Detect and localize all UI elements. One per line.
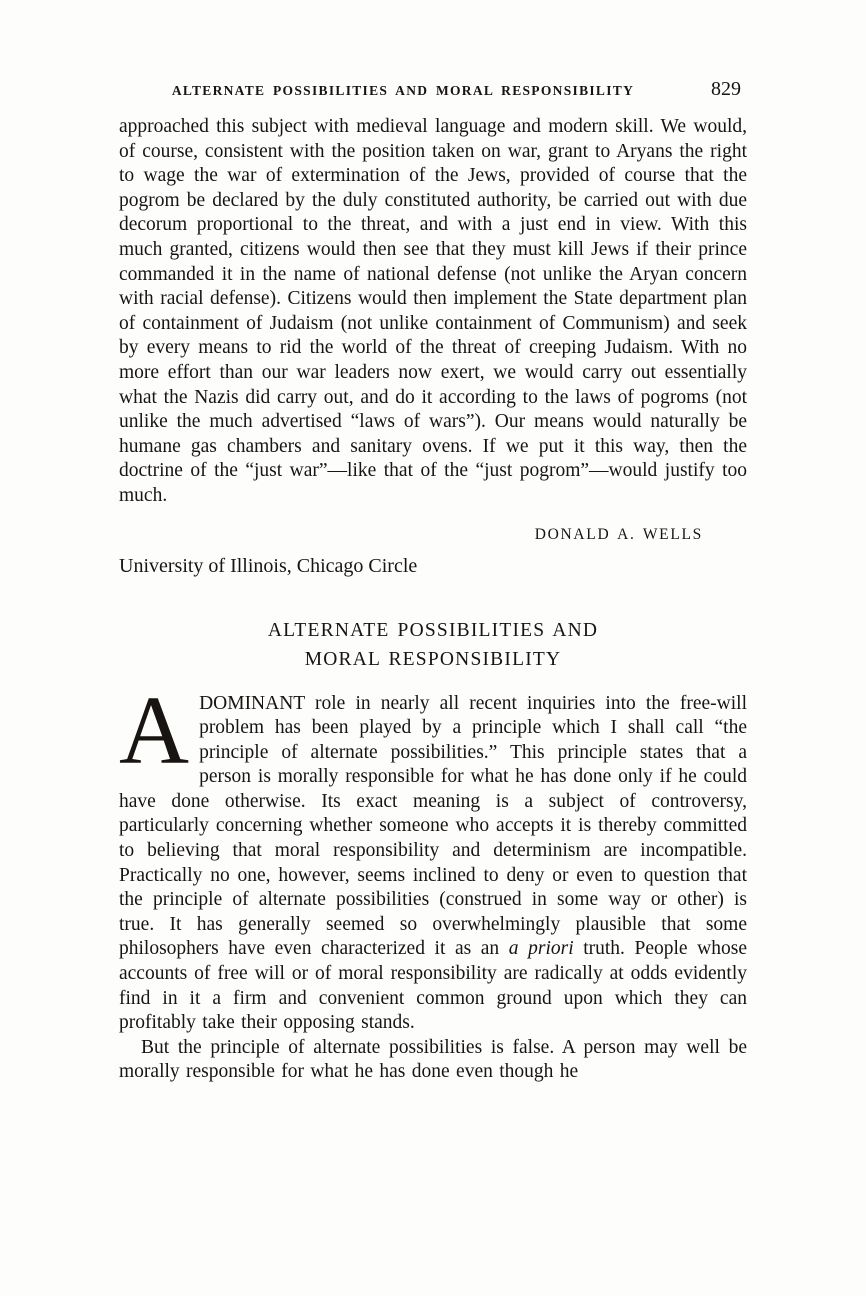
- opening-paragraph-text-1: DOMINANT role in nearly all recent inquiries into the free-will problem has been played by a principle which I shall call “the principle of alternate possibilities.” This principle states that a person is morally responsible for what he has done only if he could have done otherwise. Its exact meaning is a subject of controversy, particularly concerning whether someone who accepts it is thereby committed to believing that moral responsibility and determinism are incompatible. Practically no one, however, seems inclined to deny or even to question that the principle of alternate possibilities (construed in some way or other) is true. It has generally seemed so overwhelmingly plausible that some philosophers have even characterized it as an: [119, 692, 747, 960]
- opening-paragraph-text-2: truth. People whose accounts of free will or of moral responsibility are radically at odds evidently find in it a firm and convenient common ground upon which they can profitably take their opposing stands.: [119, 938, 747, 1034]
- article-second-paragraph: But the principle of alternate possibilities is false. A person may well be morally responsible for what he has done even though he: [119, 1036, 747, 1083]
- latin-phrase-a-priori: a priori: [508, 938, 574, 960]
- article-title: [119, 616, 747, 675]
- text-column: [119, 80, 747, 1085]
- wells-article-continuation-paragraph: approached this subject with medieval language and modern skill. We would, of course, consistent with the position taken on war, grant to Aryans the right to wage the war of extermination of the Jews, provided of course that the pogrom be declared by the duly constituted authority, be carried out with due decorum proportional to the threat, and with a just end in view. With this much granted, citizens would then see that they must kill Jews if their prince commanded it in the name of national defense (not unlike the Aryan concern with racial defense). Citizens would then implement the State department plan of containment of Judaism (not unlike containment of Communism) and seek by every means to rid the world of the threat of creeping Judaism. With no more effort than our war leaders now exert, we would carry out essentially what the Nazis did carry out, and do it according to the laws of pogroms (not unlike the much advertised “laws of wars”). Our means would naturally be humane gas chambers and sanitary ovens. If we put it this way, then the doctrine of the “just war”—like that of the “just pogrom”—would justify too much.: [119, 116, 747, 506]
- article-opening-paragraph: [119, 676, 747, 1036]
- running-head: [119, 80, 747, 102]
- running-head-title: ALTERNATE POSSIBILITIES AND MORAL RESPONSIBILITY: [171, 83, 635, 98]
- dropcap-letter: A: [119, 676, 190, 784]
- article-title-line2: MORAL RESPONSIBILITY: [304, 649, 562, 670]
- author-affiliation: University of Illinois, Chicago Circle: [119, 554, 418, 577]
- article-title-line1: ALTERNATE POSSIBILITIES AND: [267, 619, 599, 641]
- author-signature: DONALD A. WELLS: [534, 525, 703, 543]
- page-number: 829: [711, 78, 741, 100]
